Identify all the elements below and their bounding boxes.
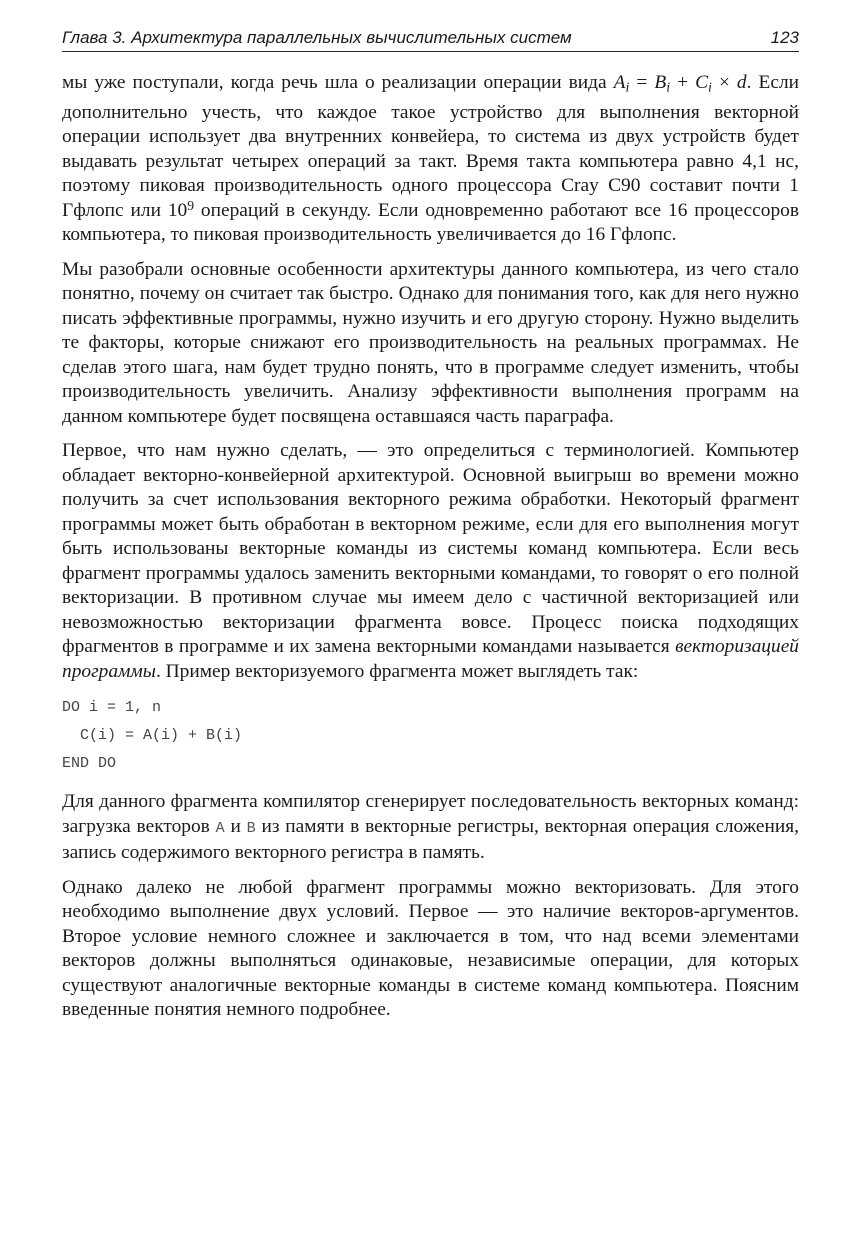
paragraph-3: Первое, что нам нужно сделать, — это определиться с терминологией. Компьютер обладает векторно-конвейерной архитектурой. Основной выигрыш во времени можно получить за счет использования векторного режима обработки. Некоторый фрагмент программы может быть обработан в векторном режиме, если для его выполнения могут быть использованы векторные команды из системы команд компьютера. Если весь фрагмент программы удалось заменить векторными командами, то говорят о его полной векторизации. В противном случае мы имеем дело с частичной векторизацией или невозможностью векторизации фрагмента вовсе. Процесс поиска подходящих фрагментов в программе и их замена векторными командами называется векторизацией программы. Пример векторизуемого фрагмента может выглядеть так: (62, 440, 799, 682)
vector-name-b: B (246, 819, 256, 837)
running-header (62, 28, 799, 52)
page-body (62, 71, 799, 1023)
book-page (62, 28, 799, 1033)
paragraph-2: Мы разобрали основные особенности архитектуры данного компьютера, из чего стало понятно, почему он считает так быстро. Однако для понимания того, как для него нужно писать эффективные программы, нужно изучить и его другую сторону. Нужно выделить те факторы, которые снижают его производительность на реальных программах. Не сделав этого шага, нам будет трудно понять, что в программе следует изменить, чтобы производительность увеличить. Анализу эффективности выполнения программ на данном компьютере будет посвящена оставшаяся часть параграфа. (62, 258, 799, 427)
code-line: C(i) = A(i) + B(i) (62, 727, 243, 745)
code-line: END DO (62, 755, 117, 773)
paragraph-5: Однако далеко не любой фрагмент программы можно векторизовать. Для этого необходимо выполнение двух условий. Первое — это наличие векторов-аргументов. Второе условие немного сложнее и заключается в том, что над всеми элементами векторов должны выполняться одинаковые, независимые операции, для которых существуют аналогичные векторные команды в системе команд компьютера. Поясним введенные понятия немного подробнее. (62, 876, 799, 1021)
paragraph-1: мы уже поступали, когда речь шла о реализации операции вида $A_i = B_i + C_i \times d$. Если дополнительно учесть, что каждое такое устройство для выполнения векторной операции использует два внутренних конвейера, то система из двух устройств будет выдавать результат четырех операций за такт. Время такта компьютера равно 4,1 нс, поэтому пиковая производительность одного процессора Cray C90 составит почти 1 Гфлопс или $10^9$ операций в секунду. Если одновременно работают все 16 процессоров компьютера, то пиковая производительность увеличивается до 16 Гфлопс. (62, 72, 799, 246)
formula: $A_i = B_i + C_i \times d$ (613, 72, 747, 96)
code-line: DO i = 1, n (62, 699, 162, 717)
chapter-title: Глава 3. Архитектура параллельных вычислительных систем (62, 28, 572, 47)
vector-name-a: A (215, 819, 225, 837)
defined-term: векторизацией программы (62, 636, 799, 682)
exponent: 9 (187, 197, 195, 213)
paragraph-4: Для данного фрагмента компилятор сгенерирует последовательность векторных команд: загрузка векторов A и B из памяти в векторные регистры, векторная операция сложения, запись содержимого векторного регистра в память. (62, 791, 799, 864)
code-listing (62, 694, 799, 778)
page-number: 123 (770, 28, 799, 47)
